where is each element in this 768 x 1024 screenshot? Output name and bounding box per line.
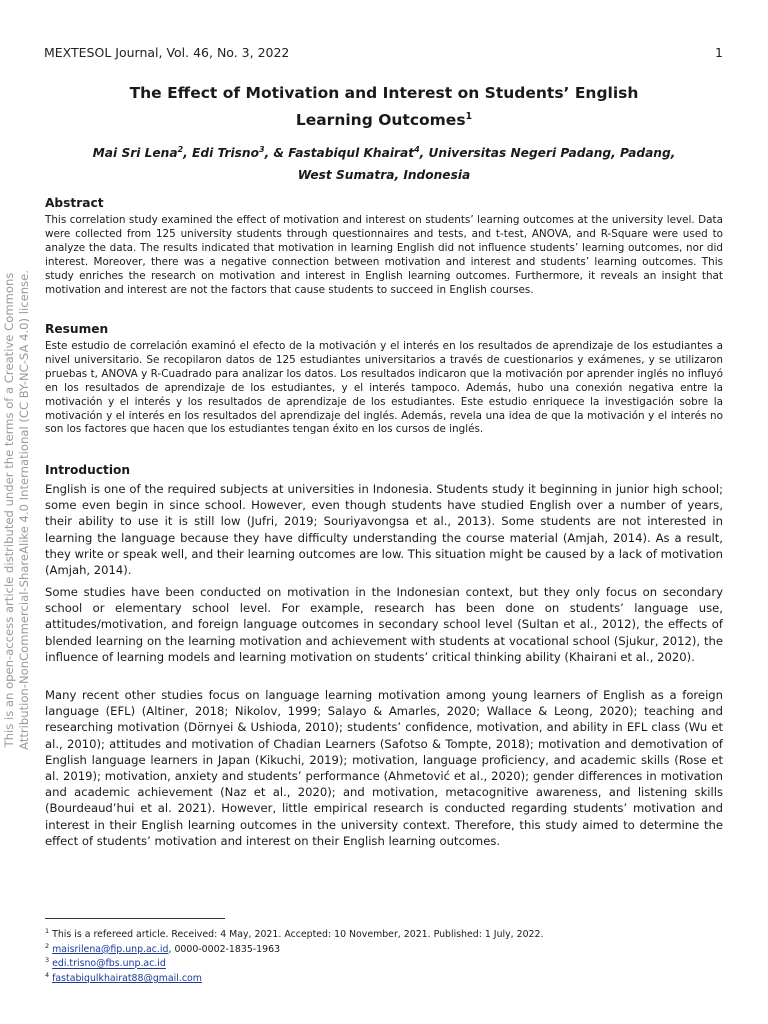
footnote-4-mark: 4: [45, 971, 50, 980]
footnote-divider: [45, 918, 225, 919]
resumen-heading: Resumen: [45, 322, 109, 336]
introduction-paragraph-2: Some studies have been conducted on motivation in the Indonesian context, but they only focus on secondary school or elementary school level. For example, research has been done on students’ language use, attitudes/motivation, and foreign language outcomes in secondary school level (Sultan et al., 2012), the effects of blended learning on the learning motivation and achievement with students at vocational school (Sjukur, 2012), the influence of learning models and learning motivation on students’ critical thinking ability (Khairani et al., 2020).: [45, 585, 723, 664]
running-header: [44, 45, 723, 60]
author-list: [60, 139, 708, 186]
email-link-khairat[interactable]: fastabiqulkhairat88@gmail.com: [52, 973, 202, 985]
affiliation-line-1: , Universitas Negeri Padang, Padang,: [419, 146, 676, 161]
title-line-1: The Effect of Motivation and Interest on Students’ English: [129, 84, 639, 102]
footnote-1-mark: 1: [45, 927, 50, 935]
email-link-lena[interactable]: maisrilena@fip.unp.ac.id: [52, 943, 169, 955]
license-side-note: [2, 250, 42, 770]
title-footnote-mark[interactable]: 1: [465, 111, 473, 122]
affiliation-line-2: West Sumatra, Indonesia: [297, 168, 471, 183]
introduction-paragraph-3: Many recent other studies focus on language learning motivation among young learners of English as a foreign language (EFL) (Altiner, 2018; Nikolov, 1999; Salayo & Amarles, 2020; Wallace & Leong, 2020); teaching and researching motivation (Dörnyei & Ushioda, 2010); students’ confidence, motivation, and ability in EFL class (Wu et al., 2010); attitudes and motivation of Chadian Learners (Safotso & Tompte, 2018); motivation and demotivation of English language learners in Japan (Kikuchi, 2019); motivation, language proficiency, and academic skills (Rose et al. 2019); motivation, anxiety and students’ performance (Ahmetović et al., 2020); gender differences in motivation and academic achievement (Naz et al., 2020); and motivation, metacognitive awareness, and listening skills (Bourdeaud’hui et al. 2021). However, little empirical research is conducted regarding students’ motivation and interest in their English learning outcomes in the university context. Therefore, this study aimed to determine the effect of students’ motivation and interest on their English learning outcomes.: [45, 688, 723, 848]
footnote-1-text: This is a refereed article. Received: 4 May, 2021. Accepted: 10 November, 2021. Published: 1 July, 2022.: [52, 929, 544, 941]
license-line-2: Attribution-NonCommercial-ShareAlike 4.0 International (CC BY-NC-SA 4.0) license.: [17, 270, 31, 750]
introduction-paragraph-1: English is one of the required subjects at universities in Indonesia. Students study it beginning in junior high school; some even begin in since school. However, even though students have studied English over a number of years, their ability to use it is still low (Jufri, 2019; Souriyavongsa et al., 2013). Some students are not interested in learning the language because they have difficulty understanding the course material (Amjah, 2014). As a result, they write or speak well, and their learning outcomes are low. This situation might be caused by a lack of motivation (Amjah, 2014).: [45, 482, 723, 578]
author-2-footnote-mark[interactable]: 3: [258, 145, 265, 154]
title-line-2: Learning Outcomes: [295, 111, 466, 130]
footnote-4: [45, 970, 723, 985]
introduction-heading: Introduction: [45, 463, 131, 477]
author-3-footnote-mark[interactable]: 4: [414, 145, 420, 154]
abstract-heading: Abstract: [45, 196, 104, 210]
page-number: 1: [715, 45, 723, 60]
author-3: , & Fastabiqul Khairat: [264, 146, 415, 161]
article-title: [70, 82, 698, 132]
author-2: , Edi Trisno: [183, 146, 259, 161]
footnote-2-mark: 2: [45, 941, 50, 950]
journal-citation: MEXTESOL Journal, Vol. 46, No. 3, 2022: [44, 45, 290, 60]
footnote-3: [45, 955, 723, 970]
footnote-1: [45, 926, 723, 941]
footnote-2: [45, 941, 723, 956]
footnotes: [45, 926, 723, 985]
author-1: Mai Sri Lena: [92, 146, 178, 161]
license-line-1: This is an open-access article distributed under the terms of a Creative Commons: [2, 272, 16, 748]
footnote-2-orcid: , 0000-0002-1835-1963: [168, 943, 281, 955]
email-link-trisno[interactable]: edi.trisno@fbs.unp.ac.id: [52, 958, 166, 970]
resumen-text: Este estudio de correlación examinó el efecto de la motivación y el interés en los resultados de aprendizaje de los estudiantes a nivel universitario. Se recopilaron datos de 125 estudiantes universitarios a través de cuestionarios y exámenes, y se utilizaron pruebas t, ANOVA y R-Cuadrado para analizar los datos. Los resultados indicaron que la motivación por aprender inglés no influyó en los resultados de aprendizaje de los estudiantes, y el interés tampoco. Además, hubo una conexión negativa entre la motivación y el interés y los resultados de aprendizaje de los estudiantes. Este estudio enriquece la investigación sobre la motivación y el interés en los resultados del aprendizaje del inglés. Además, revela una idea de que la motivación y el interés no son los factores que hacen que los estudiantes tengan éxito en los cursos de inglés.: [45, 340, 723, 436]
author-1-footnote-mark[interactable]: 2: [177, 145, 184, 154]
abstract-text: This correlation study examined the effect of motivation and interest on students’ learning outcomes at the university level. Data were collected from 125 university students through questionnaires and tests, and t-test, ANOVA, and R-Square were used to analyze the data. The results indicated that motivation in learning English did not influence students’ learning outcomes, nor did interest. Moreover, there was a negative connection between motivation and interest and students’ learning outcomes. This study enriches the research on motivation and interest in English learning outcomes. Furthermore, it reveals an insight that motivation and interest are not the factors that cause students to succeed in English courses.: [45, 214, 723, 296]
footnote-3-mark: 3: [45, 956, 50, 965]
